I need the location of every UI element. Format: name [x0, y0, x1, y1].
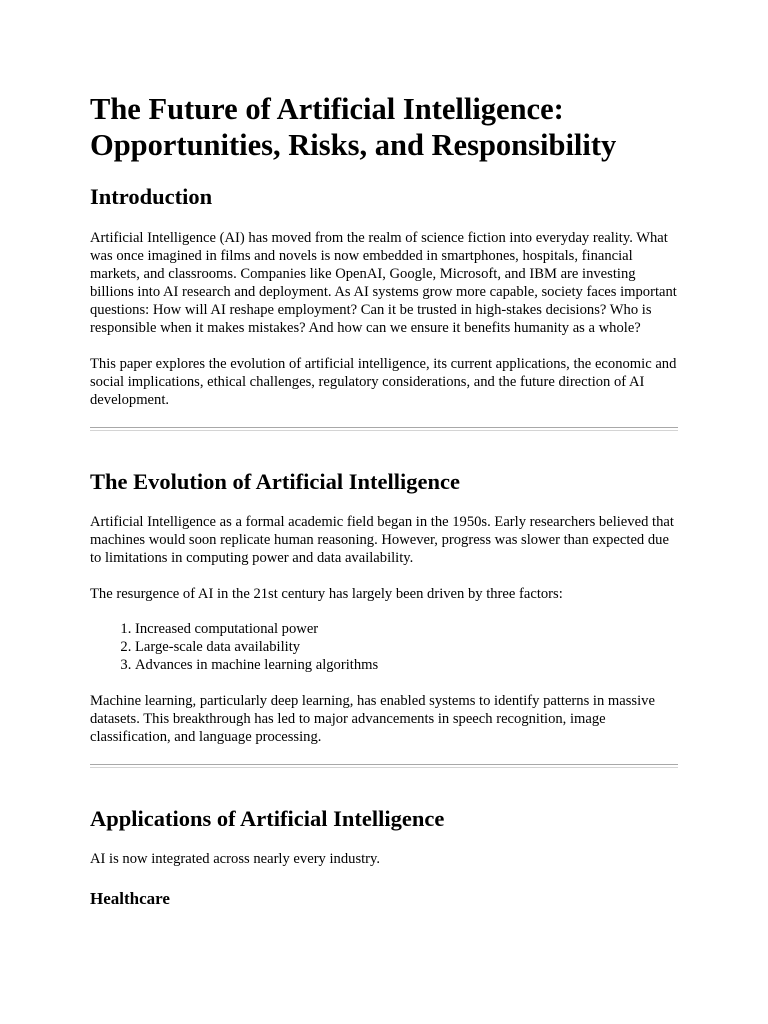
evolution-heading: The Evolution of Artificial Intelligence: [90, 469, 460, 494]
section-divider-1: [90, 427, 678, 431]
evolution-paragraph-1: Artificial Intelligence as a formal academic field began in the 1950s. Early researchers believed that machines would soon replicate human reasoning. However, progress was slower than expected due to limitations in computing power and data availability.: [90, 514, 674, 566]
introduction-paragraph-2: This paper explores the evolution of artificial intelligence, its current applications, the economic and social implications, ethical challenges, regulatory considerations, and the future direction of AI development.: [90, 356, 677, 408]
applications-paragraph-1: AI is now integrated across nearly every industry.: [90, 851, 381, 867]
evolution-paragraph-3: Machine learning, particularly deep learning, has enabled systems to identify patterns in massive datasets. This breakthrough has led to major advancements in speech recognition, image classification, and language processing.: [90, 693, 655, 745]
section-divider-2: [90, 764, 678, 768]
applications-heading: Applications of Artificial Intelligence: [90, 806, 445, 831]
introduction-paragraph-1: Artificial Intelligence (AI) has moved from the realm of science fiction into everyday reality. What was once imagined in films and novels is now embedded in smartphones, hospitals, financial markets, and classrooms. Companies like OpenAI, Google, Microsoft, and IBM are investing billions into AI research and deployment. As AI systems grow more capable, society faces important questions: How will AI reshape employment? Can it be trusted in high-stakes decisions? Who is responsible when it makes mistakes? And how can we ensure it benefits humanity as a whole?: [90, 230, 677, 336]
document-title: [90, 91, 678, 163]
list-item: 3. Advances in machine learning algorithms: [135, 656, 678, 674]
evolution-paragraph-2: The resurgence of AI in the 21st century has largely been driven by three factors:: [90, 586, 563, 602]
list-item: 1. Increased computational power: [135, 620, 678, 638]
growth-factors-list: [90, 620, 678, 674]
document-title-line-2: Opportunities, Risks, and Responsibility: [90, 128, 617, 162]
healthcare-subheading: Healthcare: [90, 889, 170, 908]
list-item: 2. Large-scale data availability: [135, 638, 678, 656]
introduction-heading: Introduction: [90, 184, 213, 209]
document-title-line-1: The Future of Artificial Intelligence:: [90, 92, 564, 126]
